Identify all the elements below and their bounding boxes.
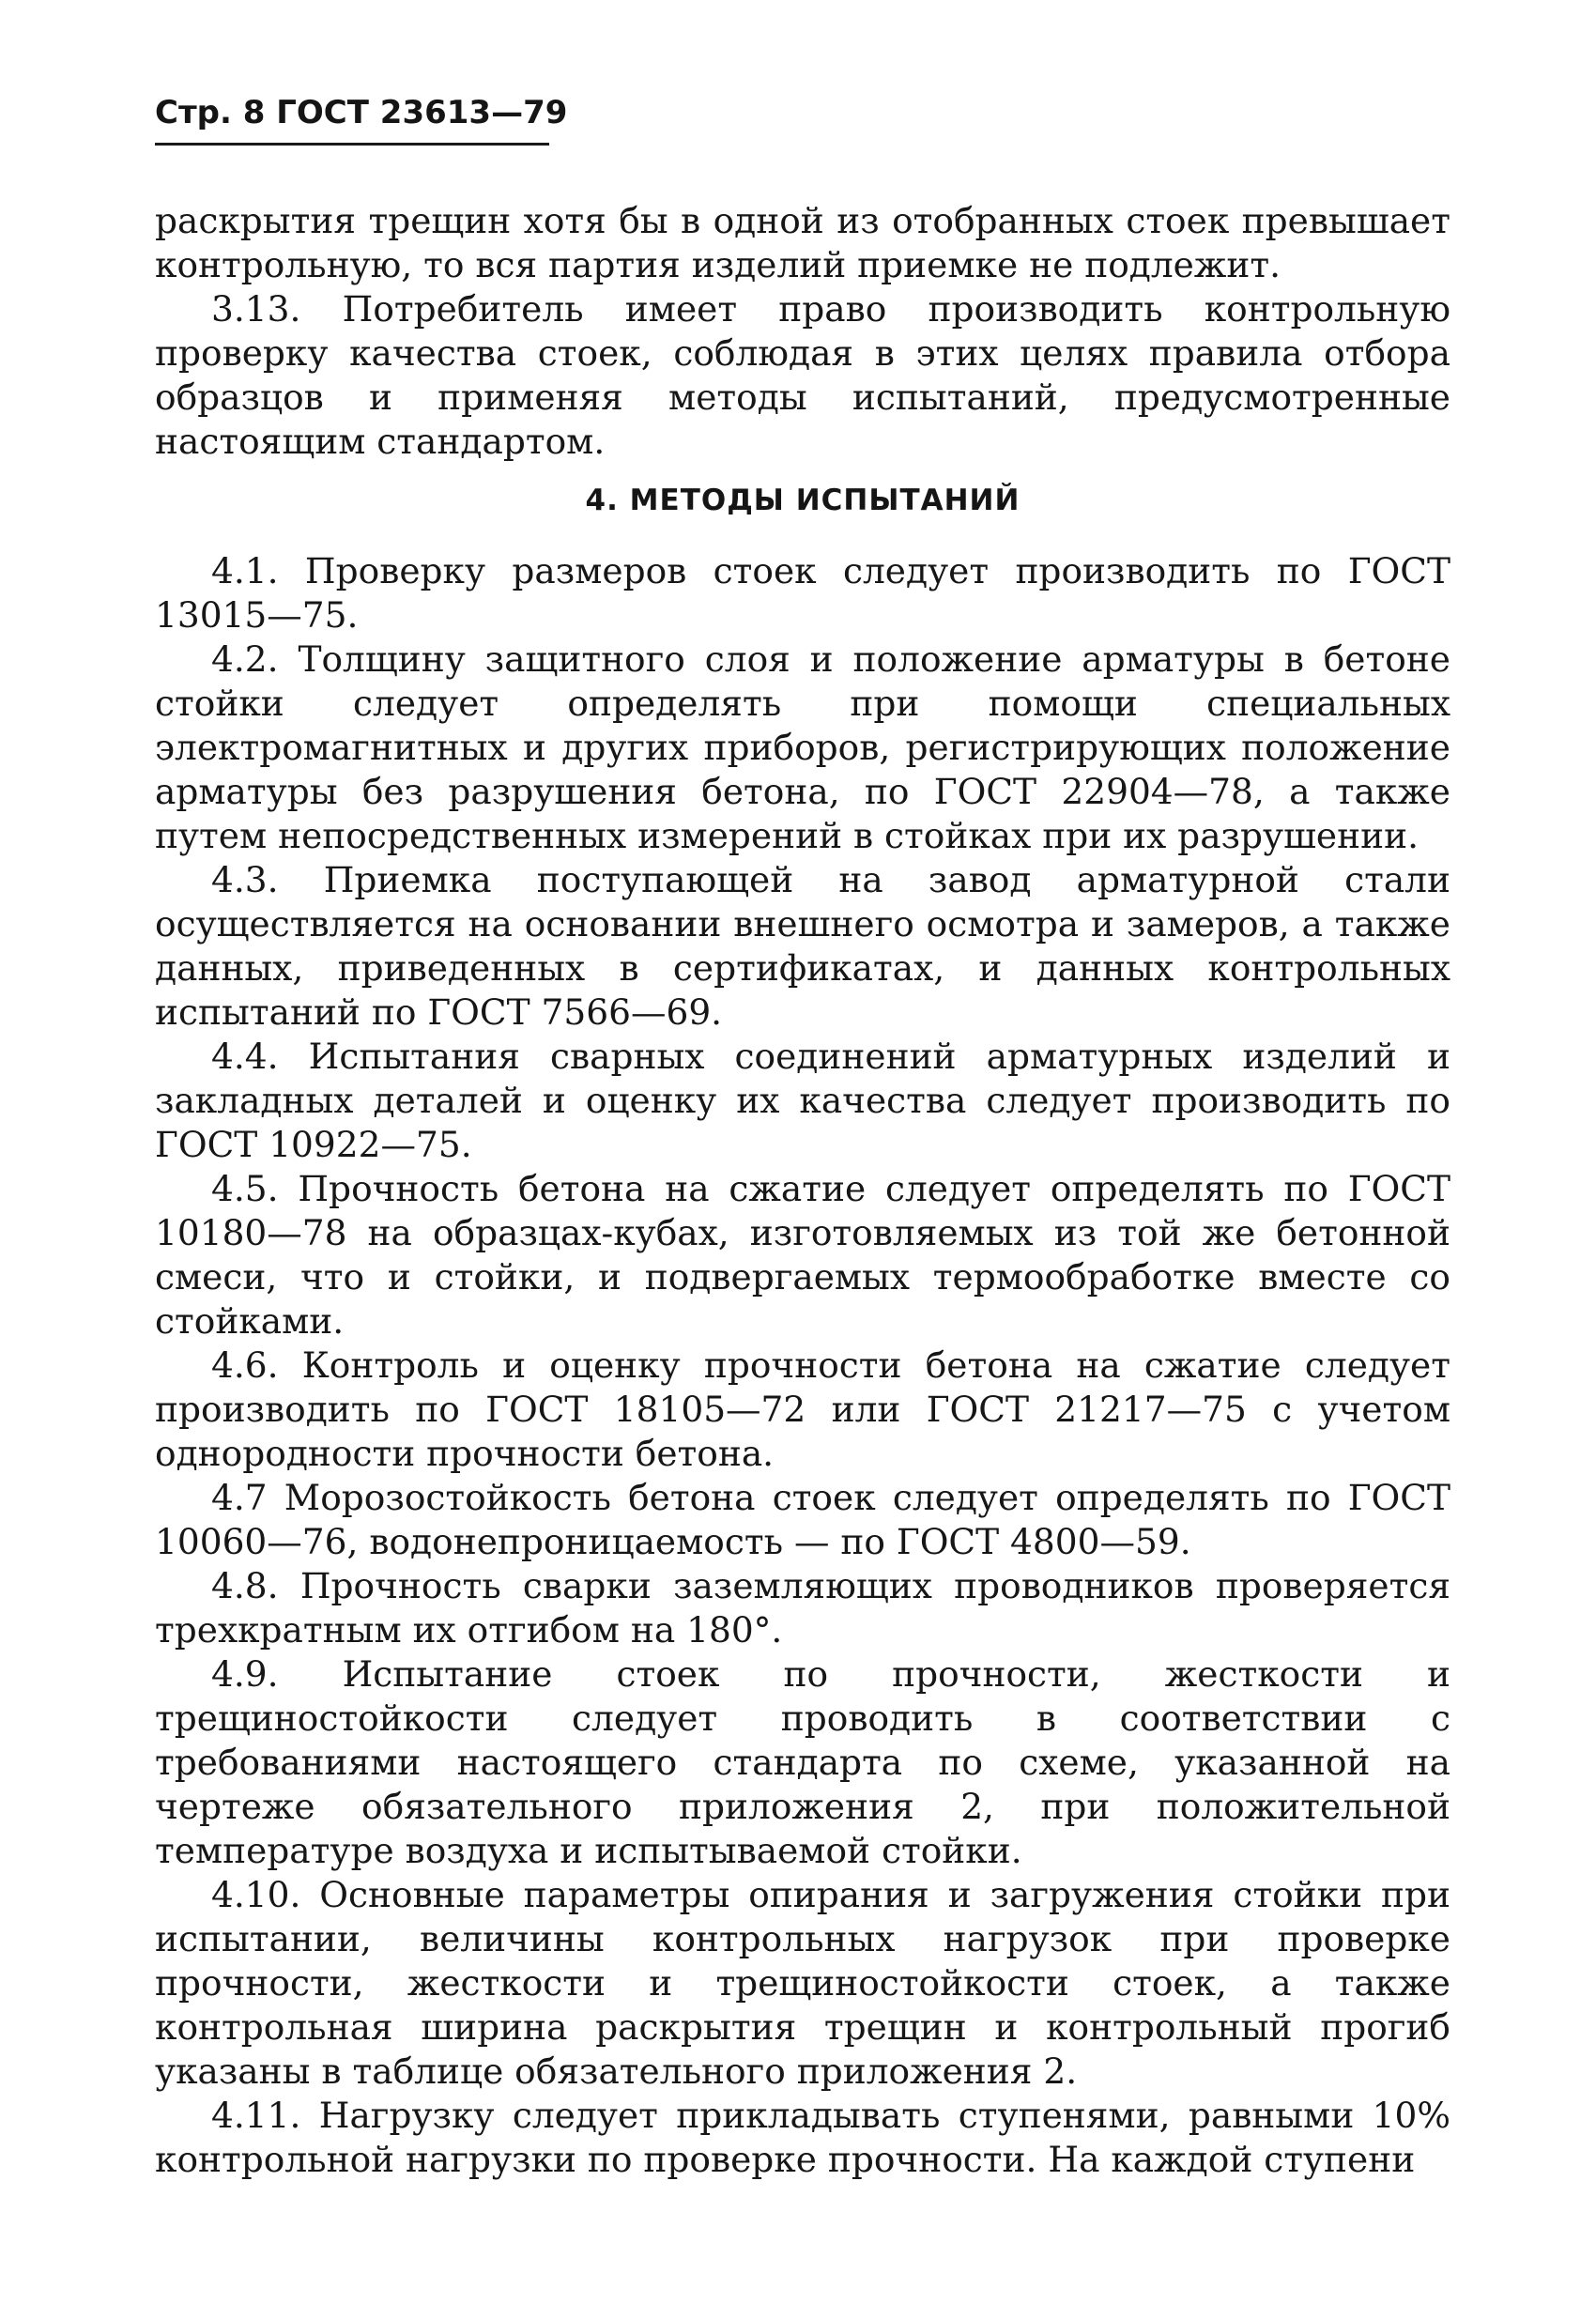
section-4-body: [155, 549, 1450, 2182]
running-header: Стр. 8 ГОСТ 23613—79: [155, 94, 568, 131]
paragraph-4-11: 4.11. Нагрузку следует прикладывать ступенями, равными 10% контрольной нагрузки по проверке прочности. На каждой ступени: [155, 2095, 1450, 2180]
paragraph-4-3: 4.3. Приемка поступающей на завод арматурной стали осуществляется на основании внешнего осмотра и замеров, а также данных, приведенных в сертификатах, и данных контрольных испытаний по ГОСТ 7566—69.: [155, 859, 1450, 1033]
intro-block: [155, 199, 1450, 464]
paragraph-4-7: 4.7 Морозостойкость бетона стоек следует определять по ГОСТ 10060—76, водонепроницаемость — по ГОСТ 4800—59.: [155, 1477, 1450, 1562]
paragraph-4-6: 4.6. Контроль и оценку прочности бетона на сжатие следует производить по ГОСТ 18105—72 или ГОСТ 21217—75 с учетом однородности прочности бетона.: [155, 1344, 1450, 1474]
paragraph-4-1: 4.1. Проверку размеров стоек следует производить по ГОСТ 13015—75.: [155, 550, 1450, 636]
continuation-paragraph: раскрытия трещин хотя бы в одной из отобранных стоек превышает контрольную, то вся партия изделий приемке не подлежит.: [155, 200, 1450, 285]
section-heading: 4. МЕТОДЫ ИСПЫТАНИЙ: [585, 484, 1021, 517]
paragraph-4-4: 4.4. Испытания сварных соединений арматурных изделий и закладных деталей и оценку их качества следует производить по ГОСТ 10922—75.: [155, 1036, 1450, 1165]
paragraph-4-9: 4.9. Испытание стоек по прочности, жесткости и трещиностойкости следует проводить в соответствии с требованиями настоящего стандарта по схеме, указанной на чертеже обязательного приложения 2, при положительной температуре воздуха и испытываемой стойки.: [155, 1653, 1450, 1871]
paragraph-4-2: 4.2. Толщину защитного слоя и положение арматуры в бетоне стойки следует определять при помощи специальных электромагнитных и других приборов, регистрирующих положение арматуры без разрушения бетона, по ГОСТ 22904—78, а также путем непосредственных измерений в стойках при их разрушении.: [155, 638, 1450, 856]
paragraph-4-8: 4.8. Прочность сварки заземляющих проводников проверяется трехкратным их отгибом на 180°.: [155, 1565, 1450, 1651]
header-rule: [155, 143, 549, 146]
paragraph-3-13: 3.13. Потребитель имеет право производить контрольную проверку качества стоек, соблюдая в этих целях правила отбора образцов и применяя методы испытаний, предусмотренные настоящим стандартом.: [155, 288, 1450, 462]
paragraph-4-5: 4.5. Прочность бетона на сжатие следует определять по ГОСТ 10180—78 на образцах-кубах, изготовляемых из той же бетонной смеси, что и стойки, и подвергаемых термообработке вместе со стойками.: [155, 1168, 1450, 1342]
paragraph-4-10: 4.10. Основные параметры опирания и загружения стойки при испытании, величины контрольных нагрузок при проверке прочности, жесткости и трещиностойкости стоек, а также контрольная ширина раскрытия трещин и контрольный прогиб указаны в таблице обязательного приложения 2.: [155, 1874, 1450, 2092]
